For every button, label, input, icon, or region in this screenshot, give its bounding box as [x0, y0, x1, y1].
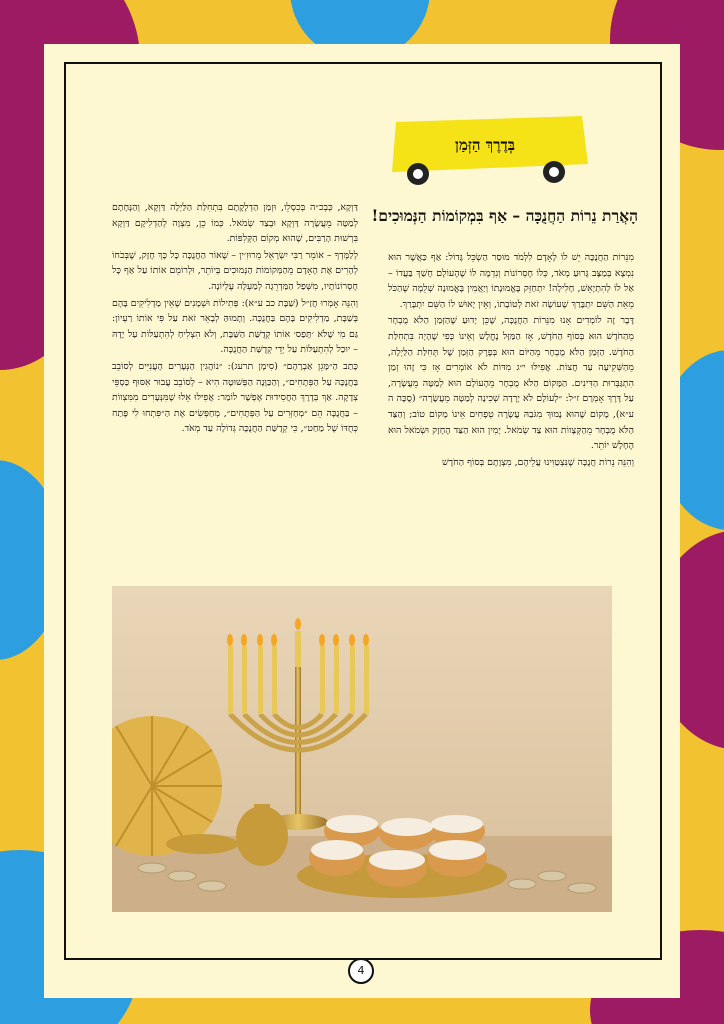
paragraph: לְלַמֶּדְךָ – אוֹמֵר רַבִּי יִשְׂרָאֵל מֵרוּזִ׳ין – שֶׁאוֹר הַחֲנֻכָּה כָּל כָּךְ חָזָק, שֶׁבְּכֹחוֹ לְהָרִים אֶת הָאָדָם מֵהַמְּקוֹמוֹת הַנְּמוּכִים בְּיוֹתֵר, וּלְרוֹמֵם אוֹתוֹ עַל אַף כָּל חֶסְרוֹנוֹתָיו, מִשְּׁפַל הַמַּדְרֵגָה לְמַעְלָה עֶלְיוֹנָה.: [112, 249, 358, 292]
section-label: בְּדֶרֶךְ הַזְּמַן: [455, 136, 515, 154]
paragraph: מִנֵּרוֹת הַחֲנֻכָּה יֵשׁ לוֹ לָאָדָם לִלְמֹד מוּסַר הַשְׂכֵּל גָּדוֹל: אַף כַּאֲשֶׁר הוּא נִמְצָא בְּמַצָּב גָּרוּעַ מְאֹד, כְּלוֹ חֶסְרוֹנוֹת וְנִדְמֶה לוֹ שֶׁהָעוֹלָם חָשַׁךְ בַּעֲדוֹ – אַל לוֹ לְהִתְיָאֵשׁ, חָלִילָה! יִתְחַזֵּק בֶּאֱמוּנָתוֹ וְיַאֲמִין בֶּאֱמוּנָה שְׁלֵמָה שֶׁהַכֹּל מֵאֵת הַשֵּׁם יִתְבָּרַךְ שֶׁעוֹשֶׂה זֹאת לְטוֹבָתוֹ, וְאֵין יָאוּשׁ לוֹ הַשֵּׁם יִתְבָּרַךְ.: [388, 252, 634, 310]
paragraph: כָּתַב הַ״מָּגֵן אַבְרָהָם״ (סִימָן תרעג): ״נוֹהֲגִין הַנְּעָרִים הָעֲנִיִּים לְסוֹבֵב בַּחֲנֻכָּה עַל הַפְּתָחִים״, וְהַכַּוָּנָה הַפְּשׁוּטָה הִיא – לְסוֹבֵב עֲבוּר אִסּוּף כַּסְפֵּי צְדָקָה. אַךְ בְּדֶרֶךְ הַחֲסִידוּת אֶפְשָׁר לוֹמַר: אֲפִילּוּ אֵלּוּ שֶׁמִּנְּעָרִים מִמִּצְווֹת – בַּחֲנֻכָּה הֵם ״מְחַזְּרִים עַל הַפְּתָחִים״, מְחַפְּשִׂים אֶת הַ״פִּתְחוּ לִי פֶּתַח כְּחֻדּוֹ שֶׁל מַחַט״, כִּי קְדֻשַּׁת הַחֲנֻכָּה גְּדוֹלָה עַד מְאֹד.: [112, 360, 358, 435]
menorah-with-donuts-illustration: [112, 586, 612, 912]
right-column: [388, 250, 634, 471]
menorah-photo: [112, 586, 612, 912]
page-number: 4: [348, 958, 374, 984]
paragraph: וְהִנֵּה אָמְרוּ חֲזַ״ל (שַׁבָּת כב ע״א): פְּתִילוֹת וּשְׁמָנִים שֶׁאֵין מַדְלִיקִים בָּהֶם בְּשַׁבָּת, מַדְלִיקִים בָּהֶם בַּחֲנֻכָּה. וְתָמוּהַּ לְבָאֵר זֹאת עַל פִּי אוֹתוֹ רַעְיוֹן: גַּם מִי שֶׁלֹּא ׳תָּפַס׳ אוֹתוֹ קְדֻשַּׁת הַשַּׁבָּת, וְלֹא הִצְלִיחַ לְהִתְעַלּוֹת עַל יָדָהּ – יוּכַל לְהִתְעַלּוֹת עַל יְדֵי קְדֻשַּׁת הַחֲנֻכָּה.: [112, 297, 358, 356]
paragraph: דָּבָר זֶה לוֹמְדִים אָנוּ מִנֵּרוֹת הַחֲנֻכָּה, שֶׁכֵּן יָדוּעַ שֶׁהַזְּמַן הַלֹּא מֻבְחָר מֵהַחֹדֶשׁ הוּא בְּסוֹף הַחֹדֶשׁ, אָז הַמַּזָּל נֶחֱלָשׁ וְאֵינוֹ כְּפִי שֶׁהָיָה בִּתְחִלַּת הַחֹדֶשׁ. הַזְּמַן הַלֹּא מֻבְחָר מֵהַיּוֹם הוּא בְּפֶרֶק הַזְּמַן שֶׁל תְּחִלַּת הַלַּיְלָה, מֵהַשְּׁקִיעָה עַד חֲצוֹת. אֲפִילּוּ י״ג מִדּוֹת לֹא אוֹמְרִים אָז כִּי זֶהוּ זְמַן הִתְגַּבְּרוּת הַדִּינִים. הַמָּקוֹם הַלֹּא מֻבְחָר מֵהָעוֹלָם הוּא לְמַטָּה מֵעֲשָׂרָה, עַל דֶּרֶךְ אָמְרָם ז״ל: ״לְעוֹלָם לֹא יָרְדָה שְׁכִינָה לְמַטָּה מֵעֲשָׂרָה״ (סֻכָּה ה ע״א), מָקוֹם שֶׁהוּא נָמוּךְ מִגֹּבַהּ עֲשָׂרָה טְפָחִים אֵינוֹ מָקוֹם טוֹב; וְהַצַּד הַלֹּא מֻבְחָר מֵהַקְּצָווֹת הוּא צַד שְׂמֹאל. יָמִין הוּא הַצַּד הֶחָזָק וּשְׂמֹאל הוּא הֶחָלָשׁ יוֹתֵר.: [388, 315, 634, 452]
paragraph: וְהִנֵּה נֵרוֹת חֲנֻכָּה שֶׁנִּצְטַוִּינוּ עֲלֵיהֶם, מִצְוָתָם בְּסוֹף הַחֹדֶשׁ: [442, 456, 634, 468]
left-column: [112, 200, 358, 570]
article-title: הָאֲרַת נֵרוֹת הַחֲנֻכָּה – אַף בִּמְקוֹמוֹת הַנְּמוּכִים!: [371, 206, 638, 225]
paragraph: דַּוְקָא, כְּבְכ״ה בְּכִסְלֵו, וּזְמַן הַדְלָקָתָם בִּתְחִלַּת הַלַּיְלָה דַּוְקָא, וְהַנָּחָתָם לְמַטָּה מֵעֲשָׂרָה דַּוְקָא וּבְצַד שְׂמֹאל. כְּמוֹ כֵן, מִצְוָה לְהַדְלִיקָם דַּוְקָא בִּרְשׁוּת הָרַבִּים, שֶׁהוּא מְקוֹם הַקְּלִפּוֹת.: [112, 202, 358, 245]
